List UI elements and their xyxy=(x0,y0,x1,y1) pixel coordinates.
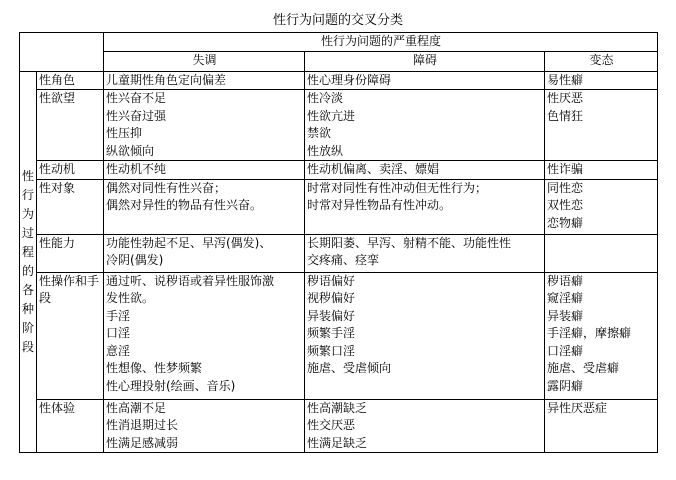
cell-line: 窥淫癖 xyxy=(547,291,584,305)
row-label: 性对象 xyxy=(37,179,104,234)
column-header-dysfunction: 失调 xyxy=(104,51,305,71)
cell-line: 异装癖 xyxy=(547,308,584,323)
cell-line: 施虐、受虐倾向 xyxy=(307,361,392,375)
cell-line: 长期阳萎、早泻、射精不能、功能性性 xyxy=(307,235,512,250)
cell-line: 秽语癖 xyxy=(547,273,584,288)
cell-line: 施虐、受虐癖 xyxy=(547,361,620,375)
cell-line: 性心理投射(绘画、音乐) xyxy=(106,378,236,393)
row-label: 性能力 xyxy=(37,234,104,272)
row-label: 性欲望 xyxy=(37,90,104,161)
perversion-cell xyxy=(545,71,658,90)
cell-line: 频繁手淫 xyxy=(307,326,356,340)
cell-line: 性欲亢进 xyxy=(307,108,356,123)
table-row xyxy=(20,90,658,161)
dysfunction-cell xyxy=(104,234,305,272)
dysfunction-cell xyxy=(104,272,305,399)
perversion-cell xyxy=(545,234,658,272)
cell-line: 冷阴(偶发) xyxy=(106,253,164,267)
table-row xyxy=(20,161,658,180)
cell-line: 恋物癖 xyxy=(547,215,584,230)
table-row xyxy=(20,179,658,234)
cell-line: 性交厌恶 xyxy=(307,418,356,432)
cell-line: 异装偏好 xyxy=(307,308,356,323)
cell-line: 功能性勃起不足、早泻(偶发)、 xyxy=(106,235,272,250)
disorder-cell xyxy=(305,71,545,90)
disorder-cell xyxy=(305,272,545,399)
disorder-cell xyxy=(305,161,545,180)
cell-line: 纵欲倾向 xyxy=(106,143,155,158)
table-row xyxy=(20,399,658,453)
cell-line: 视秽偏好 xyxy=(307,291,356,305)
cell-line: 性心理身份障碍 xyxy=(307,72,392,87)
header-row-columns xyxy=(20,51,658,71)
cell-line: 手淫 xyxy=(106,308,131,323)
header-corner-cell xyxy=(20,33,104,72)
cell-line: 性放纵 xyxy=(307,143,344,158)
cell-line: 露阴癖 xyxy=(547,378,584,393)
cell-line: 性满足感减弱 xyxy=(106,435,179,450)
cell-line: 性高潮缺乏 xyxy=(307,400,368,415)
cell-line: 性兴奋过强 xyxy=(106,108,167,123)
cell-line: 性动机偏离、卖淫、嫖娼 xyxy=(307,162,440,176)
cell-line: 意淫 xyxy=(106,343,131,358)
disorder-cell xyxy=(305,179,545,234)
severity-header: 性行为问题的严重程度 xyxy=(104,33,658,52)
cell-line: 色情狂 xyxy=(547,108,584,123)
dysfunction-cell xyxy=(104,179,305,234)
cell-line: 交疼痛、痉挛 xyxy=(307,253,380,267)
cell-line: 禁欲 xyxy=(307,126,332,140)
table-row xyxy=(20,272,658,399)
cell-line: 双性恋 xyxy=(547,198,584,212)
dysfunction-cell xyxy=(104,90,305,161)
cell-line: 性压抑 xyxy=(106,126,143,140)
perversion-cell xyxy=(545,399,658,453)
cell-line: 口淫 xyxy=(106,326,131,340)
cell-line: 性冷淡 xyxy=(307,91,344,105)
cell-line: 频繁口淫 xyxy=(307,343,356,358)
cell-line: 性想像、性梦频繁 xyxy=(106,361,203,375)
perversion-cell xyxy=(545,90,658,161)
dysfunction-cell xyxy=(104,71,305,90)
header-row-severity xyxy=(20,33,658,52)
cell-line: 性兴奋不足 xyxy=(106,91,167,105)
cell-line: 性满足缺乏 xyxy=(307,435,368,450)
cell-line: 性消退期过长 xyxy=(106,418,179,432)
column-header-disorder: 障碍 xyxy=(305,51,545,71)
cell-line: 秽语偏好 xyxy=(307,273,356,288)
cell-line: 口淫癖 xyxy=(547,343,584,358)
cell-line: 偶然对异性的物品有性兴奋。 xyxy=(106,198,263,212)
cell-line: 异性厌恶症 xyxy=(547,400,608,415)
cell-line: 儿童期性角色定向偏差 xyxy=(106,72,227,87)
perversion-cell xyxy=(545,161,658,180)
row-label: 性动机 xyxy=(37,161,104,180)
dysfunction-cell xyxy=(104,399,305,453)
cell-line: 手淫癖，摩擦癖 xyxy=(547,326,632,340)
cell-line: 性诈骗 xyxy=(547,162,584,176)
cell-line: 同性恋 xyxy=(547,180,584,195)
table-title: 性行为问题的交叉分类 xyxy=(272,13,403,28)
column-header-perversion: 变态 xyxy=(545,51,658,71)
disorder-cell xyxy=(305,90,545,161)
cell-line: 性厌恶 xyxy=(547,91,584,105)
stage-label: 性行为过程的各种阶段 xyxy=(20,71,37,453)
disorder-cell xyxy=(305,399,545,453)
classification-table xyxy=(19,32,658,453)
perversion-cell xyxy=(545,179,658,234)
cell-line: 偶然对同性有性兴奋； xyxy=(106,180,227,195)
table-row xyxy=(20,234,658,272)
row-label: 性体验 xyxy=(37,399,104,453)
cell-line: 易性癖 xyxy=(547,72,584,87)
cell-line: 时常对异性物品有性冲动。 xyxy=(307,198,452,212)
disorder-cell xyxy=(305,234,545,272)
cell-line: 发性欲。 xyxy=(106,291,155,305)
table-row xyxy=(20,71,658,90)
row-label: 性操作和手段 xyxy=(37,272,104,399)
cell-line: 性高潮不足 xyxy=(106,400,167,415)
cell-line: 时常对同性有性冲动但无性行为； xyxy=(307,180,488,195)
row-label: 性角色 xyxy=(37,71,104,90)
perversion-cell xyxy=(545,272,658,399)
cell-line: 通过听、说秽语或着异性服饰激 xyxy=(106,273,275,288)
cell-line: 性动机不纯 xyxy=(106,162,167,176)
dysfunction-cell xyxy=(104,161,305,180)
